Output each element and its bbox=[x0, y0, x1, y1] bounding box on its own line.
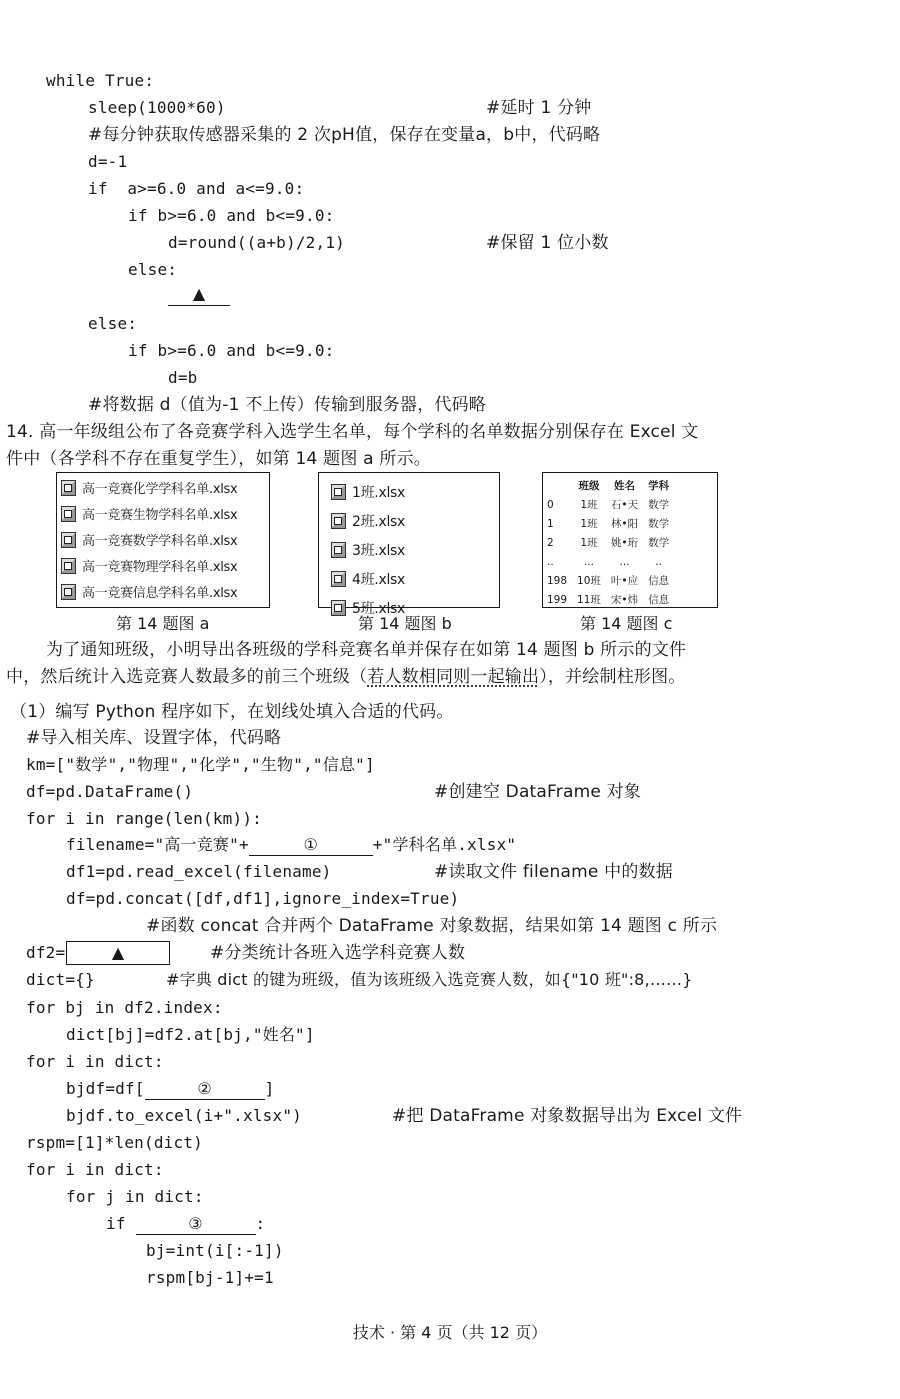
list-item: 高一竞赛物理学科名单.xlsx bbox=[61, 556, 237, 575]
list-item: 5班.xlsx bbox=[331, 598, 405, 618]
table-header-row: 班级 姓名 学科 bbox=[578, 480, 670, 492]
paragraph-line2: 中，然后统计入选竞赛人数最多的前三个班级（若人数相同则一起输出），并绘制柱形图。 bbox=[6, 667, 686, 687]
code-df2-prefix: df2= bbox=[26, 943, 66, 962]
code-rspm-init: rspm=[1]*len(dict) bbox=[26, 1133, 203, 1152]
list-item: 3班.xlsx bbox=[331, 540, 405, 560]
list-item: 1班.xlsx bbox=[331, 482, 405, 502]
part1-instruction: （1）编写 Python 程序如下，在划线处填入合适的代码。 bbox=[10, 702, 454, 722]
code-dict-init: dict={} bbox=[26, 970, 95, 989]
code-dict-assign: dict[bj]=df2.at[bj,"姓名"] bbox=[66, 1025, 315, 1044]
table-row: 2 1班 姚•珩 数学 bbox=[547, 536, 670, 549]
excel-file-icon bbox=[331, 542, 346, 558]
figure-b-file-list bbox=[318, 472, 500, 617]
code-d-init: d=-1 bbox=[88, 152, 128, 171]
excel-file-icon bbox=[61, 584, 76, 600]
list-item: 高一竞赛数学学科名单.xlsx bbox=[61, 530, 237, 549]
code-filename-line: filename="高一竞赛"+ ① +"学科名单.xlsx" bbox=[66, 835, 517, 854]
code-d-eq-b: d=b bbox=[168, 368, 198, 387]
code-bj-int: bj=int(i[:-1]) bbox=[146, 1241, 284, 1260]
excel-file-icon bbox=[61, 480, 76, 496]
excel-file-icon bbox=[61, 506, 76, 522]
code-df-create: df=pd.DataFrame() bbox=[26, 782, 194, 801]
code-concat-comment: #函数 concat 合并两个 DataFrame 对象数据，结果如第 14 题图 c 所示 bbox=[146, 916, 718, 936]
code-bjdf-line: bjdf=df[ ② ] bbox=[66, 1079, 275, 1098]
question-14-line2: 件中（各学科不存在重复学生），如第 14 题图 a 所示。 bbox=[6, 449, 431, 469]
code-to-excel: bjdf.to_excel(i+".xlsx") bbox=[66, 1106, 302, 1125]
code-sensor-comment: #每分钟获取传感器采集的 2 次pH值，保存在变量a，b中，代码略 bbox=[88, 125, 601, 145]
answer-blank-triangle-box[interactable]: ▲ bbox=[66, 941, 170, 965]
list-item: 2班.xlsx bbox=[331, 511, 405, 531]
code-round-comment: #保留 1 位小数 bbox=[486, 233, 609, 253]
code-for-range: for i in range(len(km)): bbox=[26, 809, 262, 828]
code-for-i-dict-2: for i in dict: bbox=[26, 1160, 164, 1179]
code-read-excel: df1=pd.read_excel(filename) bbox=[66, 862, 332, 881]
list-item: 高一竞赛化学学科名单.xlsx bbox=[61, 478, 237, 497]
figure-b-caption: 第 14 题图 b bbox=[358, 614, 452, 633]
code-else-inner: else: bbox=[128, 260, 178, 279]
code-sleep-comment: #延时 1 分钟 bbox=[486, 98, 592, 118]
list-item: 高一竞赛信息学科名单.xlsx bbox=[61, 582, 237, 601]
list-item: 4班.xlsx bbox=[331, 569, 405, 589]
code-if-b-2: if b>=6.0 and b<=9.0: bbox=[128, 341, 335, 360]
code-for-i-dict: for i in dict: bbox=[26, 1052, 164, 1071]
code-concat: df=pd.concat([df,df1],ignore_index=True) bbox=[66, 889, 460, 908]
table-row: 0 1班 石•天 数学 bbox=[547, 498, 670, 511]
code-to-excel-comment: #把 DataFrame 对象数据导出为 Excel 文件 bbox=[392, 1106, 743, 1126]
excel-file-icon bbox=[331, 571, 346, 587]
answer-blank-2[interactable]: ② bbox=[145, 1079, 265, 1100]
figure-c-caption: 第 14 题图 c bbox=[580, 614, 673, 633]
code-if-b: if b>=6.0 and b<=9.0: bbox=[128, 206, 335, 225]
code-read-excel-comment: #读取文件 filename 中的数据 bbox=[434, 862, 673, 882]
code-while-line: while True: bbox=[46, 71, 155, 90]
figure-c-dataframe bbox=[542, 472, 718, 608]
page-footer: 技术 · 第 4 页（共 12 页） bbox=[352, 1323, 548, 1342]
paragraph-line1: 为了通知班级，小明导出各班级的学科竞赛名单并保存在如第 14 题图 b 所示的文件 bbox=[46, 640, 687, 660]
table-row: 199 11班 宋•炜 信息 bbox=[547, 593, 670, 606]
code-import-comment: #导入相关库、设置字体，代码略 bbox=[26, 728, 282, 748]
excel-file-icon bbox=[331, 484, 346, 500]
code-df2-comment: #分类统计各班入选学科竞赛人数 bbox=[210, 943, 466, 963]
answer-blank-triangle-top[interactable]: ▲ bbox=[168, 283, 230, 306]
figure-a-caption: 第 14 题图 a bbox=[116, 614, 210, 633]
code-rspm-increment: rspm[bj-1]+=1 bbox=[146, 1268, 274, 1287]
question-14-line1: 14. 高一年级组公布了各竞赛学科入选学生名单，每个学科的名单数据分别保存在 Excel 文 bbox=[6, 422, 699, 442]
list-item: 高一竞赛生物学科名单.xlsx bbox=[61, 504, 237, 523]
code-sleep-line: sleep(1000*60) bbox=[88, 98, 226, 117]
table-row: .. ... ... .. bbox=[547, 555, 662, 568]
code-if-a: if a>=6.0 and a<=9.0: bbox=[88, 179, 305, 198]
excel-file-icon bbox=[61, 558, 76, 574]
table-row: 1 1班 林•阳 数学 bbox=[547, 517, 670, 530]
code-upload-comment: #将数据 d（值为-1 不上传）传输到服务器，代码略 bbox=[88, 395, 486, 415]
code-else-outer: else: bbox=[88, 314, 138, 333]
code-dict-comment: #字典 dict 的键为班级，值为该班级入选竞赛人数，如{"10 班":8,……} bbox=[166, 970, 693, 989]
code-for-bj: for bj in df2.index: bbox=[26, 998, 223, 1017]
code-round-line: d=round((a+b)/2,1) bbox=[168, 233, 345, 252]
dataframe-table bbox=[545, 476, 674, 609]
answer-blank-3[interactable]: ③ bbox=[136, 1214, 256, 1235]
excel-file-icon bbox=[331, 513, 346, 529]
excel-file-icon bbox=[61, 532, 76, 548]
excel-file-icon bbox=[331, 600, 346, 616]
code-df-create-comment: #创建空 DataFrame 对象 bbox=[434, 782, 642, 802]
code-km-list: km=["数学","物理","化学","生物","信息"] bbox=[26, 755, 375, 774]
table-row: 198 10班 叶•应 信息 bbox=[547, 574, 670, 587]
figure-a-file-list bbox=[56, 472, 270, 608]
code-if-compare: if ③ : bbox=[106, 1214, 266, 1233]
answer-blank-1[interactable]: ① bbox=[249, 835, 373, 856]
emphasis-text: 若人数相同则一起输出 bbox=[367, 667, 540, 687]
code-for-j-dict: for j in dict: bbox=[66, 1187, 204, 1206]
